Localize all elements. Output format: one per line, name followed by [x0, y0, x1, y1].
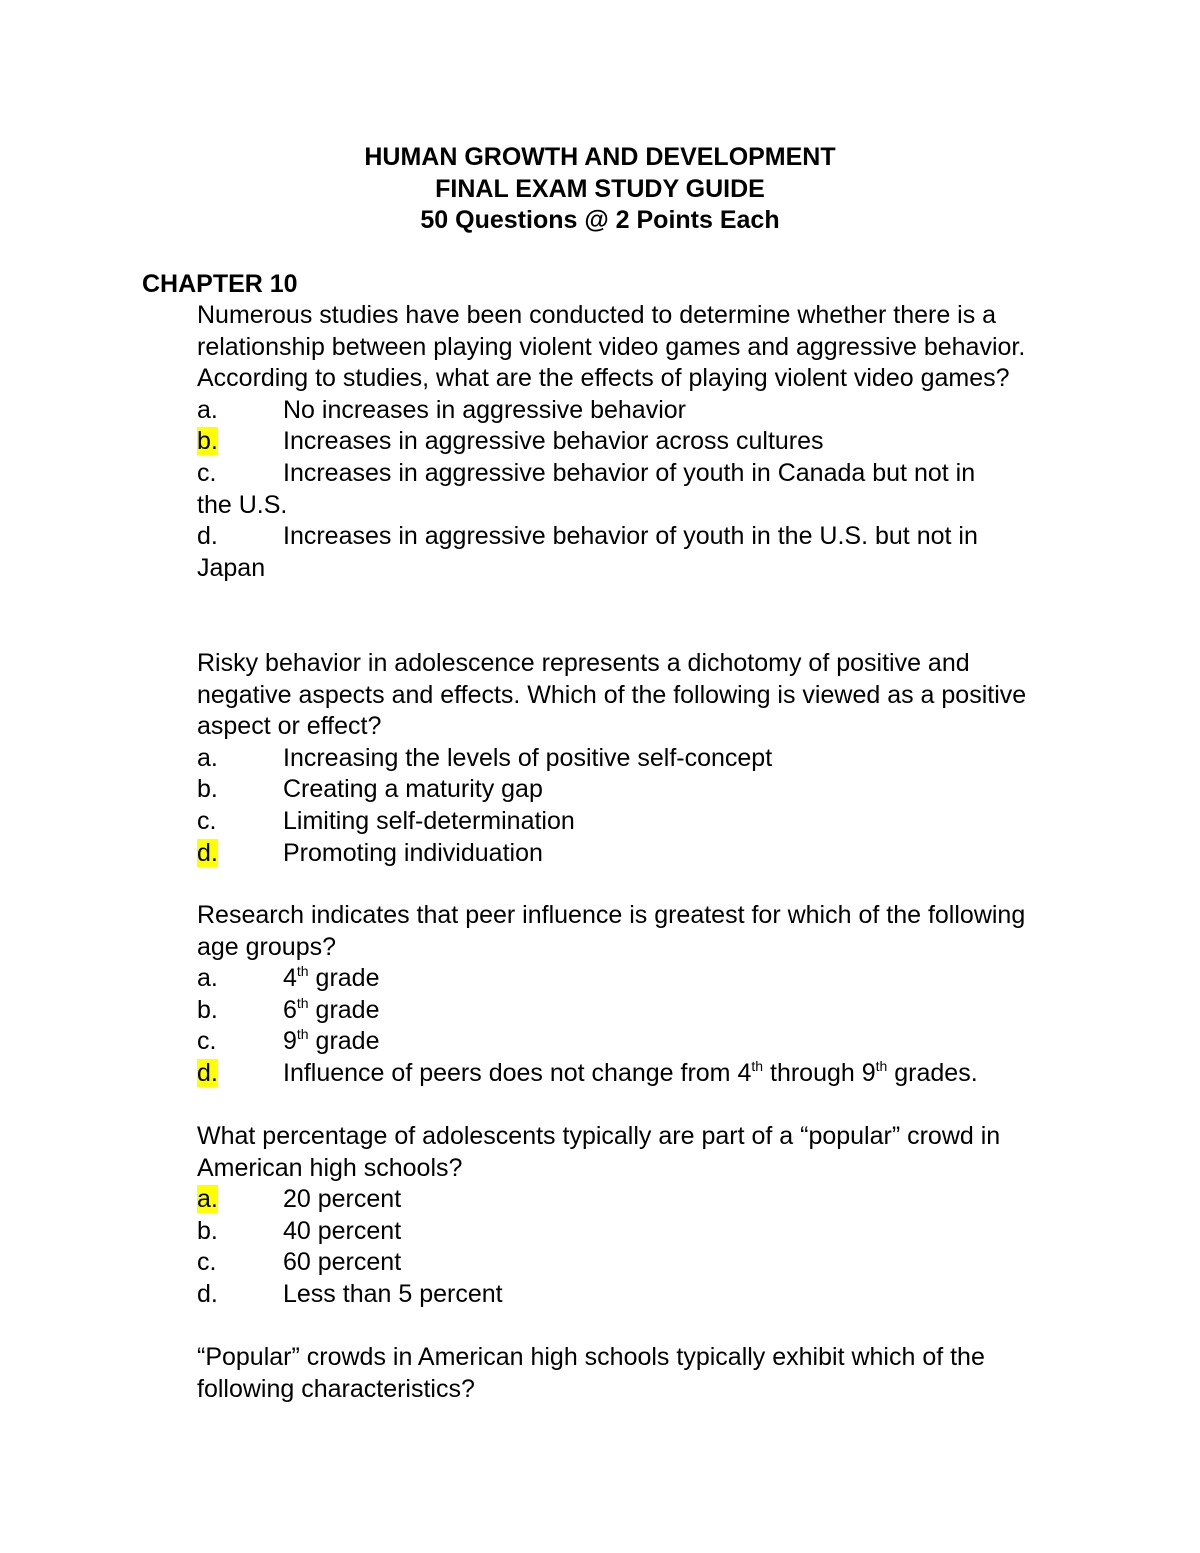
option-text: Increasing the levels of positive self-concept [283, 743, 773, 772]
option-text: 20 percent [283, 1185, 402, 1214]
option-c [197, 458, 1067, 490]
question-5 [197, 1342, 1067, 1405]
course-title: HUMAN GROWTH AND DEVELOPMENT [364, 143, 836, 171]
question-stem: Numerous studies have been conducted to determine whether there is a relationship between playing violent video games and aggressive behavior. According to studies, what are the effects of playing violent video games? [197, 301, 1026, 393]
option-letter: d. [197, 522, 218, 551]
option-letter [197, 426, 283, 458]
option-d-answer [197, 838, 1067, 870]
answer-highlight: d. [197, 838, 218, 867]
option-b [197, 995, 1067, 1027]
option-letter: b. [197, 995, 218, 1024]
option-letter [197, 1184, 283, 1216]
option-a-answer [197, 1184, 1067, 1216]
option-text: 40 percent [283, 1216, 402, 1245]
option-b [197, 774, 1067, 806]
option-letter: d. [197, 1279, 218, 1308]
option-d [197, 1279, 1067, 1311]
answer-highlight: a. [197, 1185, 218, 1214]
option-letter: a. [197, 395, 218, 424]
option-letter [197, 1058, 283, 1090]
option-letter: a. [197, 743, 218, 772]
option-letter [197, 838, 283, 870]
option-text: 4th grade [283, 963, 380, 993]
option-letter: a. [197, 964, 218, 993]
option-text: Influence of peers does not change from 4th through 9th grades. [283, 1057, 978, 1087]
option-d-answer [197, 1058, 1067, 1090]
question-2 [197, 648, 1067, 869]
option-text: No increases in aggressive behavior [283, 395, 686, 424]
document-header [0, 142, 1200, 237]
option-text: Less than 5 percent [283, 1279, 503, 1308]
option-c [197, 806, 1067, 838]
option-text: Creating a maturity gap [283, 775, 543, 804]
option-text: 9th grade [283, 1026, 380, 1056]
question-4 [197, 1121, 1067, 1311]
option-text: Limiting self-determination [283, 806, 575, 835]
option-letter: b. [197, 775, 218, 804]
option-letter: c. [197, 806, 217, 835]
option-text: Promoting individuation [283, 838, 543, 867]
option-c-continued: the U.S. [197, 490, 288, 519]
option-b-answer [197, 426, 1067, 458]
option-c [197, 1026, 1067, 1058]
option-letter: b. [197, 1216, 218, 1245]
question-1 [197, 300, 1067, 584]
option-d-continued: Japan [197, 553, 266, 582]
option-text: Increases in aggressive behavior of youth in the U.S. but not in [283, 522, 978, 551]
option-a [197, 743, 1067, 775]
option-text: 60 percent [283, 1248, 402, 1277]
option-text: 6th grade [283, 994, 380, 1024]
option-d [197, 521, 1067, 553]
question-stem: “Popular” crowds in American high schools typically exhibit which of the following characteristics? [197, 1343, 985, 1403]
option-letter: c. [197, 1248, 217, 1277]
option-c [197, 1247, 1067, 1279]
points-subtitle: 50 Questions @ 2 Points Each [420, 206, 780, 234]
chapter-heading: CHAPTER 10 [142, 270, 298, 298]
option-b [197, 1216, 1067, 1248]
question-stem: Risky behavior in adolescence represents a dichotomy of positive and negative aspects and effects. Which of the following is viewed as a positive aspect or effect? [197, 649, 1027, 741]
question-3 [197, 900, 1067, 1090]
option-text: Increases in aggressive behavior across cultures [283, 427, 824, 456]
option-a [197, 395, 1067, 427]
answer-highlight: b. [197, 427, 218, 456]
option-a [197, 963, 1067, 995]
option-letter: c. [197, 1027, 217, 1056]
question-stem: Research indicates that peer influence is greatest for which of the following age groups? [197, 901, 1026, 961]
question-stem: What percentage of adolescents typically are part of a “popular” crowd in American high schools? [197, 1122, 1001, 1182]
option-letter: c. [197, 458, 217, 487]
option-text: Increases in aggressive behavior of youth in Canada but not in [283, 458, 976, 487]
answer-highlight: d. [197, 1058, 218, 1087]
guide-title: FINAL EXAM STUDY GUIDE [435, 174, 765, 203]
